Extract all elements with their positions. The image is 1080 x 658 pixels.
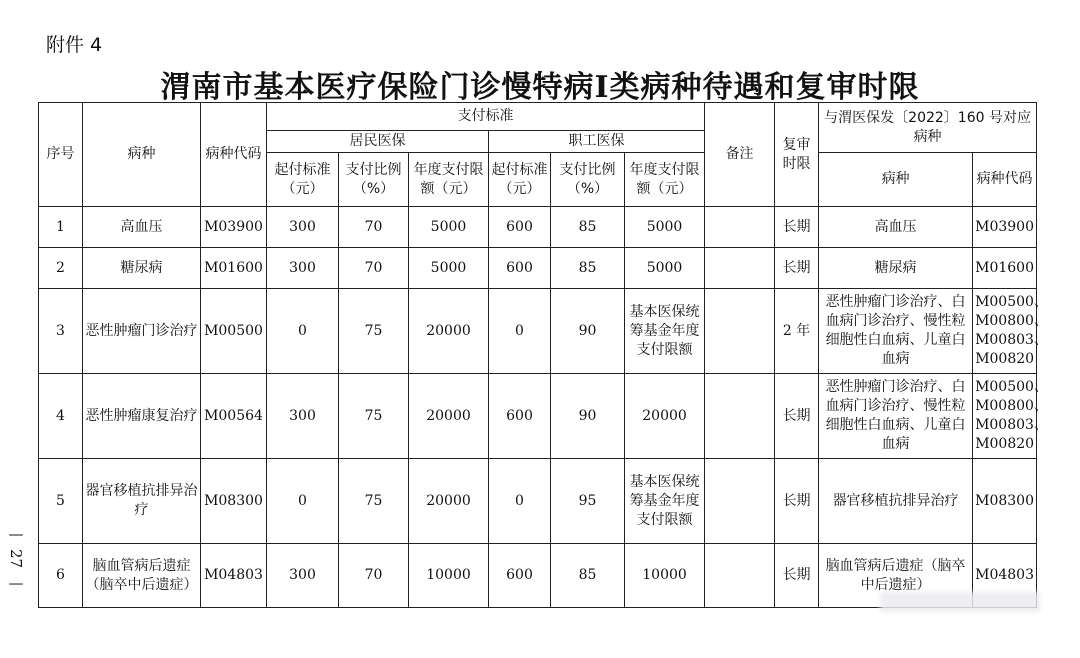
- header-employee-ratio: 支付比例（%）: [551, 153, 625, 207]
- header-ref-disease: 病种: [819, 153, 973, 207]
- cell-disease: 恶性肿瘤门诊治疗: [83, 289, 201, 374]
- header-row-1: [39, 103, 1037, 131]
- cell-review: 长期: [775, 207, 819, 248]
- cell-resident-threshold: 300: [267, 207, 339, 248]
- header-resident: 居民医保: [267, 131, 489, 153]
- cell-resident-ratio: 75: [339, 459, 409, 544]
- cell-employee-limit: 5000: [625, 207, 705, 248]
- header-ref-code: 病种代码: [973, 153, 1037, 207]
- cell-employee-threshold: 600: [489, 374, 551, 459]
- cell-ref-disease: 糖尿病: [819, 248, 973, 289]
- table-row: [39, 248, 1037, 289]
- cell-seq: 6: [39, 544, 83, 608]
- cell-resident-ratio: 75: [339, 374, 409, 459]
- cell-disease: 器官移植抗排异治疗: [83, 459, 201, 544]
- header-ref-group: 与渭医保发〔2022〕160 号对应病种: [819, 103, 1037, 153]
- cell-disease: 恶性肿瘤康复治疗: [83, 374, 201, 459]
- cell-employee-ratio: 85: [551, 248, 625, 289]
- cell-resident-threshold: 0: [267, 459, 339, 544]
- cell-resident-limit: 20000: [409, 374, 489, 459]
- cell-employee-ratio: 85: [551, 544, 625, 608]
- header-employee-threshold: 起付标准（元）: [489, 153, 551, 207]
- policy-table: [38, 102, 1048, 608]
- cell-code: M00500: [201, 289, 267, 374]
- cell-code: M08300: [201, 459, 267, 544]
- cell-disease: 高血压: [83, 207, 201, 248]
- cell-remark: [705, 374, 775, 459]
- cell-employee-ratio: 90: [551, 289, 625, 374]
- header-resident-threshold: 起付标准（元）: [267, 153, 339, 207]
- cell-employee-limit: 基本医保统筹基金年度支付限额: [625, 289, 705, 374]
- attachment-label: 附件 4: [46, 34, 103, 56]
- cell-disease: 脑血管病后遗症（脑卒中后遗症）: [83, 544, 201, 608]
- cell-review: 长期: [775, 248, 819, 289]
- cell-review: 长期: [775, 459, 819, 544]
- table-row: [39, 374, 1037, 459]
- cell-resident-threshold: 300: [267, 374, 339, 459]
- header-employee: 职工医保: [489, 131, 705, 153]
- document-title: 渭南市基本医疗保险门诊慢特病Ⅰ类病种待遇和复审时限: [160, 70, 920, 105]
- header-review: 复审时限: [775, 103, 819, 207]
- cell-employee-limit: 10000: [625, 544, 705, 608]
- cell-employee-ratio: 95: [551, 459, 625, 544]
- cell-seq: 3: [39, 289, 83, 374]
- header-remark: 备注: [705, 103, 775, 207]
- blurred-watermark: [880, 592, 1040, 612]
- cell-resident-ratio: 70: [339, 207, 409, 248]
- page-number: — 27 —: [7, 525, 25, 593]
- cell-disease: 糖尿病: [83, 248, 201, 289]
- cell-employee-threshold: 600: [489, 248, 551, 289]
- cell-resident-limit: 5000: [409, 207, 489, 248]
- cell-resident-ratio: 75: [339, 289, 409, 374]
- cell-resident-threshold: 0: [267, 289, 339, 374]
- header-seq: 序号: [39, 103, 83, 207]
- cell-remark: [705, 207, 775, 248]
- cell-seq: 2: [39, 248, 83, 289]
- cell-ref-code: M00500、M00800、M00803、M00820: [973, 289, 1037, 374]
- cell-employee-ratio: 90: [551, 374, 625, 459]
- cell-remark: [705, 459, 775, 544]
- cell-review: 长期: [775, 544, 819, 608]
- cell-resident-threshold: 300: [267, 248, 339, 289]
- cell-seq: 4: [39, 374, 83, 459]
- cell-resident-limit: 20000: [409, 289, 489, 374]
- table-row: [39, 459, 1037, 544]
- cell-resident-threshold: 300: [267, 544, 339, 608]
- cell-review: 2 年: [775, 289, 819, 374]
- cell-employee-limit: 基本医保统筹基金年度支付限额: [625, 459, 705, 544]
- cell-employee-threshold: 600: [489, 207, 551, 248]
- cell-employee-limit: 5000: [625, 248, 705, 289]
- cell-remark: [705, 544, 775, 608]
- table-row: [39, 289, 1037, 374]
- cell-ref-disease: 恶性肿瘤门诊治疗、白血病门诊治疗、慢性粒细胞性白血病、儿童白血病: [819, 374, 973, 459]
- cell-ref-code: M01600: [973, 248, 1037, 289]
- cell-resident-ratio: 70: [339, 544, 409, 608]
- header-disease: 病种: [83, 103, 201, 207]
- table-row: [39, 207, 1037, 248]
- cell-resident-limit: 20000: [409, 459, 489, 544]
- cell-resident-ratio: 70: [339, 248, 409, 289]
- cell-remark: [705, 248, 775, 289]
- cell-ref-code: M08300: [973, 459, 1037, 544]
- cell-ref-disease: 脑血管病后遗症（脑卒中后遗症）: [819, 544, 973, 608]
- cell-code: M04803: [201, 544, 267, 608]
- cell-ref-code: M00500、M00800、M00803、M00820: [973, 374, 1037, 459]
- cell-employee-threshold: 0: [489, 289, 551, 374]
- cell-code: M00564: [201, 374, 267, 459]
- cell-remark: [705, 289, 775, 374]
- page-number-value: 27: [7, 549, 25, 569]
- header-payment: 支付标准: [267, 103, 705, 131]
- cell-code: M03900: [201, 207, 267, 248]
- cell-seq: 5: [39, 459, 83, 544]
- cell-ref-disease: 高血压: [819, 207, 973, 248]
- cell-review: 长期: [775, 374, 819, 459]
- cell-employee-ratio: 85: [551, 207, 625, 248]
- header-resident-limit: 年度支付限额（元）: [409, 153, 489, 207]
- header-resident-ratio: 支付比例（%）: [339, 153, 409, 207]
- cell-seq: 1: [39, 207, 83, 248]
- cell-ref-disease: 器官移植抗排异治疗: [819, 459, 973, 544]
- header-code: 病种代码: [201, 103, 267, 207]
- header-employee-limit: 年度支付限额（元）: [625, 153, 705, 207]
- cell-code: M01600: [201, 248, 267, 289]
- cell-resident-limit: 10000: [409, 544, 489, 608]
- cell-employee-limit: 20000: [625, 374, 705, 459]
- cell-employee-threshold: 0: [489, 459, 551, 544]
- cell-employee-threshold: 600: [489, 544, 551, 608]
- cell-ref-disease: 恶性肿瘤门诊治疗、白血病门诊治疗、慢性粒细胞性白血病、儿童白血病: [819, 289, 973, 374]
- cell-resident-limit: 5000: [409, 248, 489, 289]
- cell-ref-code: M04803: [973, 544, 1037, 608]
- cell-ref-code: M03900: [973, 207, 1037, 248]
